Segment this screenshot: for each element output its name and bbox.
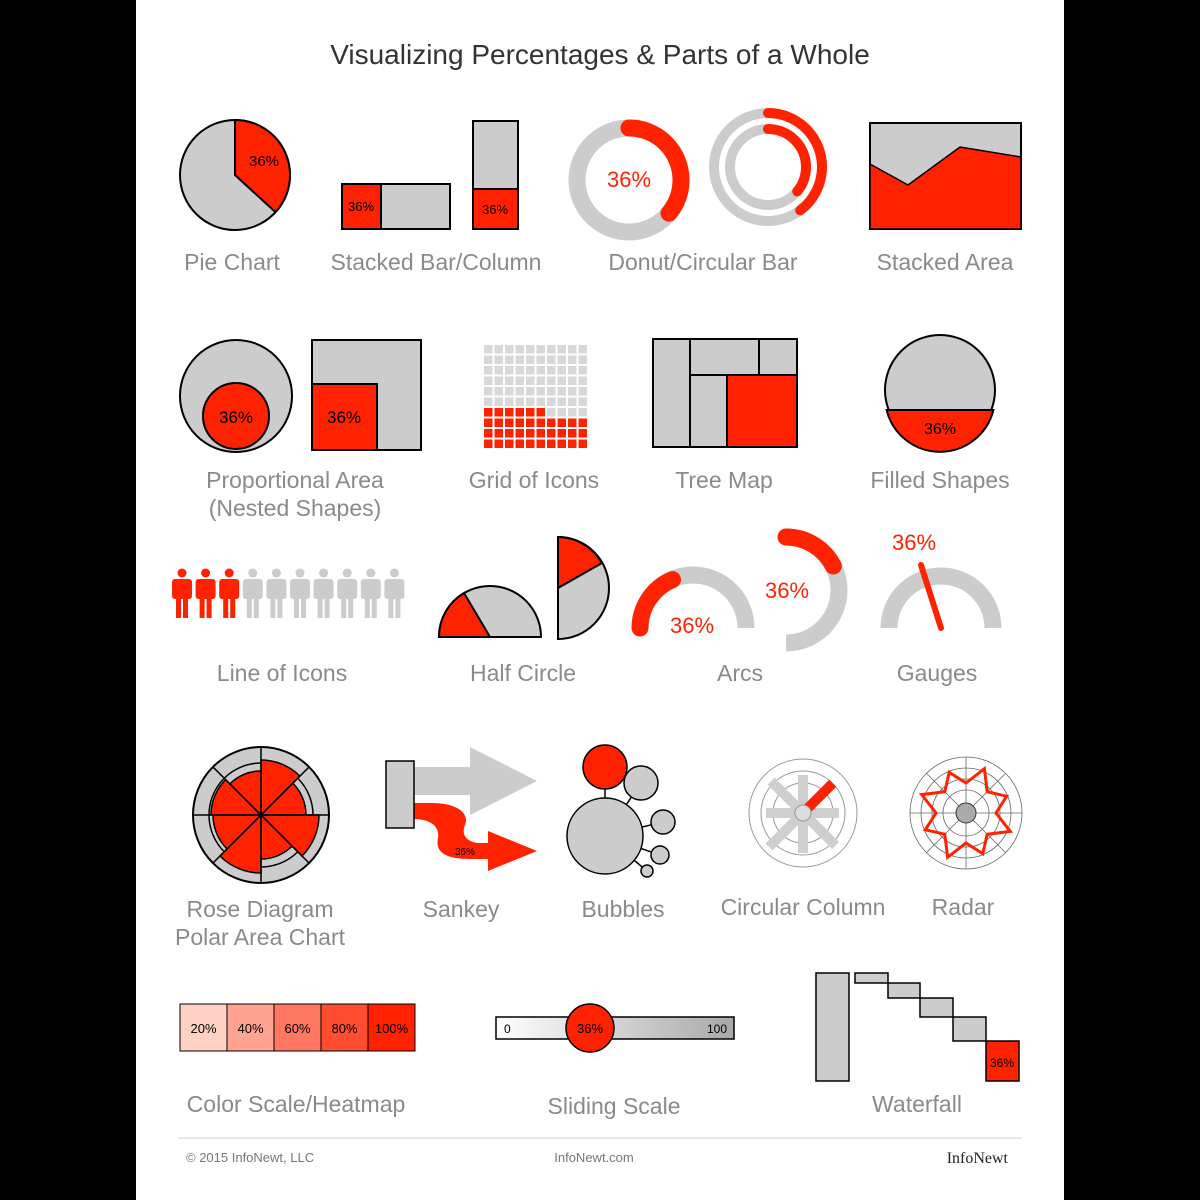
proportional-area-label: Proportional Area: [206, 467, 384, 493]
circular-column-label: Circular Column: [720, 894, 886, 920]
grid-icon-square: [579, 440, 588, 449]
grid-icon-square: [558, 356, 567, 365]
footer-site: InfoNewt.com: [554, 1150, 634, 1165]
person-body: [290, 579, 310, 599]
grid-icon-square: [558, 408, 567, 417]
grid-icon-square: [495, 387, 504, 396]
grid-icon-square: [568, 387, 577, 396]
person-icon: [196, 569, 216, 619]
arc-horizontal-value: 36%: [669, 613, 715, 638]
grid-icon-square: [579, 398, 588, 407]
stacked-bar-chart: [342, 184, 450, 229]
stacked-bar-label: Stacked Bar/Column: [330, 249, 542, 275]
grid-icon-square: [537, 387, 546, 396]
grid-icon-square: [484, 440, 493, 449]
circular-bar-chart: [714, 113, 822, 221]
person-head: [272, 569, 281, 578]
grid-icon-square: [484, 345, 493, 354]
grid-icon-square: [495, 345, 504, 354]
half-circle-chart: [439, 586, 541, 637]
grid-icon-square: [568, 356, 577, 365]
grid-icon-square: [505, 345, 514, 354]
grid-of-icons-label: Grid of Icons: [468, 467, 600, 493]
grid-icon-square: [516, 408, 525, 417]
person-head: [390, 569, 399, 578]
circular-column-chart: [749, 759, 857, 867]
grid-icon-square: [495, 356, 504, 365]
person-head: [319, 569, 328, 578]
grid-icon-square: [537, 440, 546, 449]
person-leg: [183, 596, 188, 618]
grid-icon-square: [568, 398, 577, 407]
donut-value: 36%: [606, 167, 652, 192]
grid-icon-square: [579, 429, 588, 438]
proportional-area-circles: [180, 340, 292, 452]
color-scale-heatmap: [180, 1004, 415, 1051]
bubbles-label: Bubbles: [581, 896, 665, 922]
line-of-icons: [172, 569, 404, 619]
person-leg: [176, 596, 181, 618]
arc-chart-vertical: [765, 537, 839, 643]
person-leg: [365, 596, 370, 618]
grid-icon-square: [484, 366, 493, 375]
person-leg: [223, 596, 228, 618]
gauge-value: 36%: [891, 530, 937, 555]
grid-icon-square: [526, 387, 535, 396]
grid-icon-square: [547, 440, 556, 449]
grid-icon-square: [568, 345, 577, 354]
proportional-area-sublabel: (Nested Shapes): [208, 495, 382, 521]
sliding-scale-value: 36%: [576, 1021, 604, 1036]
grid-icon-square: [516, 419, 525, 428]
person-head: [366, 569, 375, 578]
grid-icon-square: [558, 398, 567, 407]
person-body: [314, 579, 334, 599]
grid-icon-square: [558, 419, 567, 428]
grid-icon-square: [526, 429, 535, 438]
person-leg: [254, 596, 259, 618]
person-body: [337, 579, 357, 599]
stacked-area-label: Stacked Area: [876, 249, 1014, 275]
grid-icon-square: [579, 419, 588, 428]
heatmap-cell-label: 40%: [237, 1021, 264, 1036]
person-icon: [384, 569, 404, 619]
person-body: [172, 579, 192, 599]
radar-center: [956, 803, 976, 823]
heatmap-cell-label: 100%: [374, 1021, 409, 1036]
sankey-value: 36%: [454, 847, 476, 858]
sliding-scale-min: 0: [504, 1022, 511, 1036]
grid-icon-square: [537, 366, 546, 375]
person-leg: [200, 596, 205, 618]
rose-diagram: [193, 747, 329, 883]
rose-diagram-label: Rose Diagram: [186, 896, 334, 922]
grid-icon-square: [579, 356, 588, 365]
person-leg: [230, 596, 235, 618]
grid-icon-square: [558, 366, 567, 375]
page-title: Visualizing Percentages & Parts of a Whole: [330, 39, 870, 70]
grid-icon-square: [547, 356, 556, 365]
grid-icon-square: [568, 440, 577, 449]
person-leg: [277, 596, 282, 618]
person-body: [196, 579, 216, 599]
person-leg: [388, 596, 393, 618]
grid-icon-square: [568, 429, 577, 438]
grid-icon-square: [526, 419, 535, 428]
donut-chart: [577, 128, 681, 232]
grid-icon-square: [526, 377, 535, 386]
person-leg: [207, 596, 212, 618]
grid-icon-square: [484, 387, 493, 396]
grid-icon-square: [516, 429, 525, 438]
filled-shape: [885, 335, 995, 452]
arcs-label: Arcs: [717, 660, 763, 686]
circular-column-hub: [795, 805, 811, 821]
stacked-bar-value: 36%: [347, 199, 375, 214]
grid-icon-square: [558, 345, 567, 354]
grid-icon-square: [579, 408, 588, 417]
radar-label: Radar: [931, 894, 995, 920]
grid-icon-square: [505, 419, 514, 428]
sliding-scale: [496, 1004, 734, 1052]
heatmap-cell-label: 80%: [331, 1021, 358, 1036]
grid-icon-square: [537, 345, 546, 354]
grid-icon-square: [526, 440, 535, 449]
person-body: [384, 579, 404, 599]
grid-icon-square: [558, 377, 567, 386]
arc-chart-horizontal: [640, 575, 746, 638]
grid-icon-square: [537, 377, 546, 386]
person-head: [343, 569, 352, 578]
grid-icon-square: [579, 366, 588, 375]
footer-logo: InfoNewt: [946, 1150, 1008, 1167]
grid-icon-square: [579, 345, 588, 354]
grid-icon-square: [558, 440, 567, 449]
grid-icon-square: [558, 387, 567, 396]
half-circle-vertical-chart: [558, 537, 609, 639]
person-icon: [337, 569, 357, 619]
grid-icon-square: [537, 429, 546, 438]
grid-icon-square: [568, 419, 577, 428]
polar-area-chart-label: Polar Area Chart: [174, 924, 346, 950]
grid-icon-square: [495, 419, 504, 428]
person-head: [201, 569, 210, 578]
proportional-square-value: 36%: [326, 408, 362, 427]
grid-icon-square: [495, 440, 504, 449]
grid-icon-square: [484, 419, 493, 428]
grid-icon-square: [547, 419, 556, 428]
sankey-label: Sankey: [422, 896, 500, 922]
person-icon: [361, 569, 381, 619]
grid-icon-square: [495, 377, 504, 386]
person-leg: [372, 596, 377, 618]
grid-icon-square: [537, 398, 546, 407]
sliding-scale-max: 100: [706, 1022, 727, 1036]
grid-icon-square: [505, 387, 514, 396]
grid-icon-square: [484, 408, 493, 417]
grid-icon-square: [495, 366, 504, 375]
grid-icon-square: [505, 408, 514, 417]
person-body: [219, 579, 239, 599]
waterfall-value: 36%: [989, 1056, 1015, 1070]
grid-icon-square: [568, 408, 577, 417]
grid-of-icons: [484, 345, 587, 448]
pie-chart-value: 36%: [248, 153, 280, 170]
sankey-diagram: [386, 747, 537, 871]
grid-icon-square: [495, 408, 504, 417]
grid-icon-square: [516, 440, 525, 449]
gauges-label: Gauges: [896, 660, 978, 686]
grid-icon-square: [526, 345, 535, 354]
grid-icon-square: [516, 366, 525, 375]
person-leg: [270, 596, 275, 618]
grid-icon-square: [547, 377, 556, 386]
person-leg: [395, 596, 400, 618]
footer-copyright: © 2015 InfoNewt, LLC: [186, 1150, 315, 1165]
grid-icon-square: [526, 366, 535, 375]
person-head: [178, 569, 187, 578]
stacked-column-value: 36%: [481, 202, 509, 217]
person-body: [243, 579, 263, 599]
person-head: [296, 569, 305, 578]
waterfall-chart: [816, 973, 1019, 1081]
stacked-area-chart: [870, 123, 1021, 229]
grid-icon-square: [547, 398, 556, 407]
grid-icon-square: [484, 429, 493, 438]
pie-chart: [180, 120, 290, 230]
person-body: [361, 579, 381, 599]
line-of-icons-label: Line of Icons: [216, 660, 348, 686]
grid-icon-square: [484, 377, 493, 386]
grid-icon-square: [558, 429, 567, 438]
half-circle-label: Half Circle: [469, 660, 577, 686]
grid-icon-square: [505, 366, 514, 375]
person-head: [248, 569, 257, 578]
gauge-chart: [889, 530, 993, 628]
heatmap-cell-label: 60%: [284, 1021, 311, 1036]
grid-icon-square: [547, 366, 556, 375]
grid-icon-square: [516, 398, 525, 407]
color-scale-label: Color Scale/Heatmap: [186, 1091, 406, 1117]
tree-map-label: Tree Map: [675, 467, 773, 493]
grid-icon-square: [505, 429, 514, 438]
person-leg: [341, 596, 346, 618]
grid-icon-square: [484, 356, 493, 365]
grid-icon-square: [516, 387, 525, 396]
grid-icon-square: [505, 356, 514, 365]
sliding-scale-label: Sliding Scale: [547, 1093, 681, 1119]
person-head: [225, 569, 234, 578]
arc-vertical-value: 36%: [764, 578, 810, 603]
person-icon: [266, 569, 286, 619]
pie-chart-label: Pie Chart: [184, 249, 280, 275]
proportional-circle-value: 36%: [218, 408, 254, 427]
grid-icon-square: [537, 419, 546, 428]
grid-icon-square: [547, 345, 556, 354]
grid-icon-square: [526, 398, 535, 407]
person-icon: [290, 569, 310, 619]
grid-icon-square: [547, 387, 556, 396]
grid-icon-square: [495, 398, 504, 407]
tree-map: [653, 339, 797, 447]
person-body: [266, 579, 286, 599]
person-leg: [294, 596, 299, 618]
person-icon: [219, 569, 239, 619]
grid-icon-square: [505, 377, 514, 386]
person-leg: [318, 596, 323, 618]
donut-label: Donut/Circular Bar: [608, 249, 798, 275]
bubble-chart: [567, 745, 675, 877]
grid-icon-square: [579, 387, 588, 396]
grid-icon-square: [516, 356, 525, 365]
grid-icon-square: [505, 398, 514, 407]
person-icon: [172, 569, 192, 619]
proportional-area-squares: [312, 340, 421, 450]
grid-icon-square: [484, 398, 493, 407]
person-leg: [247, 596, 252, 618]
grid-icon-square: [537, 356, 546, 365]
person-leg: [348, 596, 353, 618]
grid-icon-square: [516, 345, 525, 354]
grid-icon-square: [516, 377, 525, 386]
filled-shape-value: 36%: [923, 421, 957, 438]
radar-chart: [910, 757, 1022, 869]
waterfall-label: Waterfall: [872, 1091, 962, 1117]
grid-icon-square: [568, 377, 577, 386]
person-icon: [243, 569, 263, 619]
grid-icon-square: [547, 408, 556, 417]
stacked-column-chart: [473, 121, 518, 229]
grid-icon-square: [505, 440, 514, 449]
grid-icon-square: [495, 429, 504, 438]
person-icon: [314, 569, 334, 619]
grid-icon-square: [526, 408, 535, 417]
grid-icon-square: [568, 366, 577, 375]
person-leg: [325, 596, 330, 618]
grid-icon-square: [547, 429, 556, 438]
grid-icon-square: [526, 356, 535, 365]
heatmap-cell-label: 20%: [190, 1021, 217, 1036]
person-leg: [301, 596, 306, 618]
filled-shapes-label: Filled Shapes: [870, 467, 1010, 493]
grid-icon-square: [579, 377, 588, 386]
grid-icon-square: [537, 408, 546, 417]
